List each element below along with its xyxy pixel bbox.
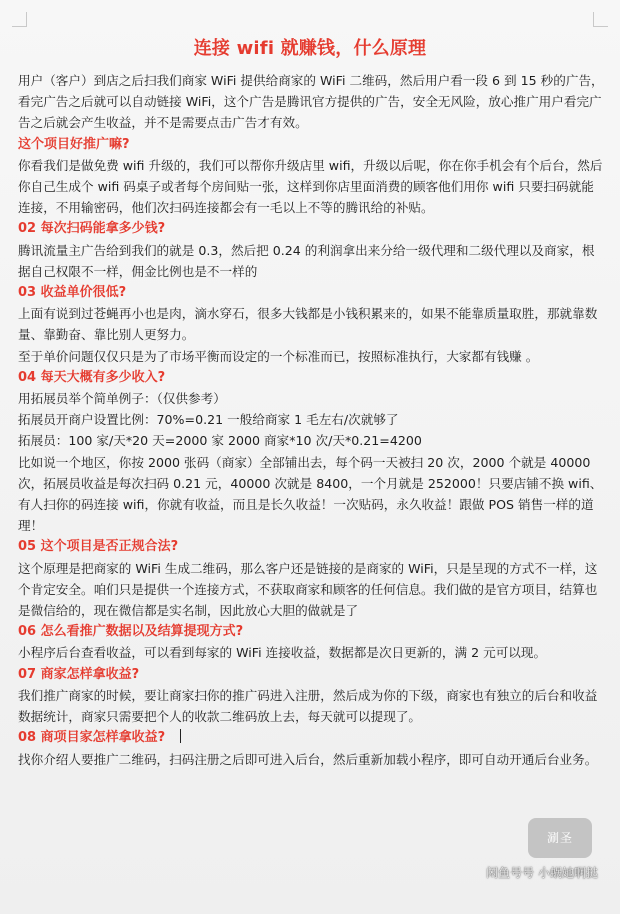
scan-button[interactable]: 涮圣 bbox=[528, 818, 592, 858]
page-title: 连接 wifi 就赚钱，什么原理 bbox=[193, 38, 427, 59]
paragraph-04-c: 拓展员：100 家/天*20 天=2000 家 2000 商家*10 次/天*0.21=4200 bbox=[18, 433, 422, 449]
intro-paragraph: 用户（客户）到店之后扫我们商家 WiFi 提供给商家的 WiFi 二维码，然后用户看一段 6 到 15 秒的广告，看完广告之后就可以自动链接 WiFi，这个广告是腾讯官方提供的广告，安全无风险，放心推广用户看完广告之后就会产生收益，并不是需要点击广告才有效。 bbox=[18, 73, 604, 131]
paragraph-02: 腾讯流量主广告给到我们的就是 0.3，然后把 0.24 的利润拿出来分给一级代理和二级代理以及商家，根据自己权限不一样，佣金比例也是不一样的 bbox=[18, 242, 595, 279]
page-corner-top-left bbox=[12, 12, 27, 27]
paragraph-07: 我们推广商家的时候，要让商家扫你的推广码进入注册，然后成为你的下级，商家也有独立的后台和收益数据统计，商家只需要把个人的收款二维码放上去，每天就可以提现了。 bbox=[18, 687, 598, 725]
section-heading-08 bbox=[18, 727, 606, 748]
paragraph-04-a: 用拓展员举个简单例子：（仅供参考） bbox=[18, 391, 226, 407]
paragraph-04-d: 比如说一个地区，你按 2000 张码（商家）全部铺出去，每个码一天被扫 20 次，2000 个就是 40000 次，拓展员收益是每次扫码 0.21 元，40000 次就是 8400，一个月就是 252000！只要店铺不换 wifi、有人扫你的码连接 wifi，你就有收益，而且是长久收益！一次贴码，永久收益！跟做 POS 销售一样的道理！ bbox=[18, 454, 603, 534]
paragraph-03-b: 至于单价问题仅仅只是为了市场平衡而设定的一个标准而已，按照标准执行，大家都有钱赚 。 bbox=[18, 348, 539, 364]
paragraph-08: 找你介绍人要推广二维码，扫码注册之后即可进入后台，然后重新加载小程序，即可自动开通后台业务。 bbox=[18, 751, 598, 767]
section-heading-03: 03 收益单价很低? bbox=[18, 285, 127, 301]
text-cursor bbox=[180, 729, 181, 743]
paragraph-promotion: 你看我们是做免费 wifi 升级的，我们可以帮你升级店里 wifi，升级以后呢，你在你手机会有个后台，然后你自己生成个 wifi 码桌子或者每个房间贴一张，这样到你店里面消费的顾客他们用你 wifi 只要扫码就能连接，不用输密码，他们次扫码连接都会有一毛以上不等的腾讯给的补贴。 bbox=[18, 157, 603, 216]
paragraph-05: 这个原理是把商家的 WiFi 生成二维码，那么客户还是链接的是商家的 WiFi，只是呈现的方式不一样，这个肯定安全。咱们只是提供一个连接方式，不获取商家和顾客的任何信息。我们做的是官方项目，结算也是微信给的，现在微信都是实名制，因此放心大胆的做就是了 bbox=[18, 560, 598, 619]
paragraph-04-b: 拓展员开商户设置比例：70%=0.21 一般给商家 1 毛左右/次就够了 bbox=[18, 412, 399, 428]
watermark-text: 闲鱼号号 小蜗她啊挞 bbox=[486, 866, 598, 880]
section-heading-04: 04 每天大概有多少收入? bbox=[18, 369, 166, 385]
paragraph-03-a: 上面有说到过苍蝇再小也是肉，滴水穿石，很多大钱都是小钱积累来的，如果不能靠质量取胜，那就靠数量、靠勤奋、靠比别人更努力。 bbox=[18, 306, 598, 343]
section-heading-02: 02 每次扫码能拿多少钱? bbox=[18, 221, 166, 237]
document-content bbox=[18, 70, 606, 770]
section-heading-06: 06 怎么看推广数据以及结算提现方式? bbox=[18, 624, 244, 640]
section-heading-07: 07 商家怎样拿收益? bbox=[18, 666, 140, 682]
section-heading-05: 05 这个项目是否正规合法? bbox=[18, 539, 179, 555]
paragraph-06: 小程序后台查看收益，可以看到每家的 WiFi 连接收益，数据都是次日更新的，满 2 元可以现。 bbox=[18, 645, 547, 661]
page-corner-top-right bbox=[593, 12, 608, 27]
section-heading-08-text: 08 商项目家怎样拿收益? bbox=[18, 730, 166, 746]
section-heading-promotion: 这个项目好推广嘛? bbox=[18, 136, 130, 152]
